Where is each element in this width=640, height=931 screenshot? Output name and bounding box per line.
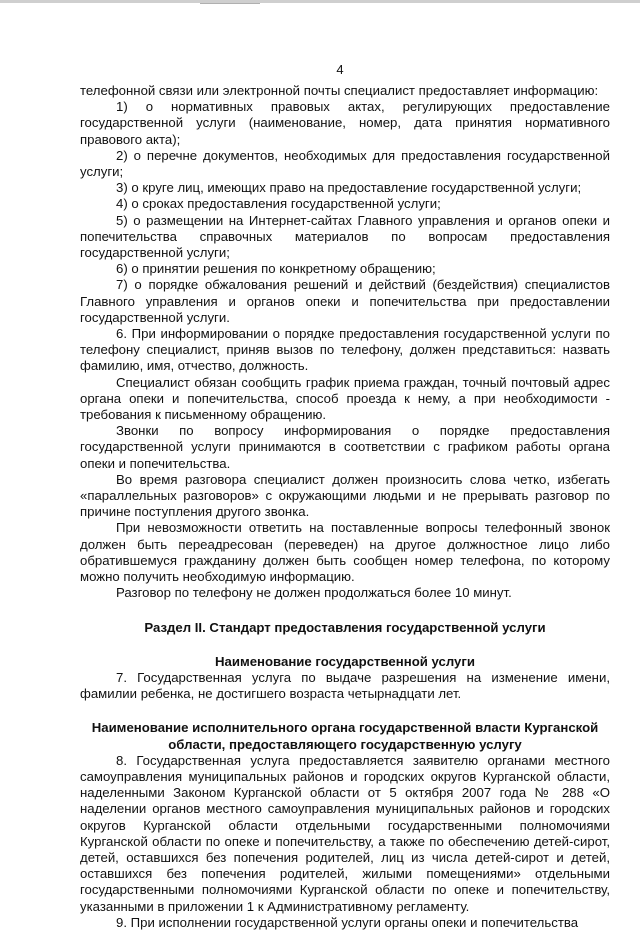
list-item-6: 6) о принятии решения по конкретному обращению; <box>116 261 436 277</box>
paragraph-6: 6. При информировании о порядке предоставления государственной услуги по телефону специалист, приняв вызов по телефону, должен представиться: назвать фамилию, имя, отчество, должность. <box>80 326 610 374</box>
heading-authority: Наименование исполнительного органа государственной власти Курганской области, предоставляющего государственную услугу <box>91 720 599 752</box>
paragraph-7: 7. Государственная услуга по выдаче разрешения на изменение имени, фамилии ребенка, не достигшего возраста четырнадцати лет. <box>80 669 610 702</box>
list-item-4: 4) о сроках предоставления государственной услуги; <box>116 196 441 212</box>
list-item-2: 2) о перечне документов, необходимых для предоставления государственной услуги; <box>80 147 610 180</box>
paragraph-9: 9. При исполнении государственной услуги органы опеки и попечительства <box>116 914 579 930</box>
list-item-5: 5) о размещении на Интернет-сайтах Главного управления и органов опеки и попечительства справочных материалов по вопросам предоставления государственной услуги; <box>80 212 610 261</box>
scan-top-edge <box>0 0 640 3</box>
paragraph-intro: телефонной связи или электронной почты специалист предоставляет информацию: <box>80 83 599 98</box>
paragraph-8: 8. Государственная услуга предоставляется заявителю органами местного самоуправления муниципальных районов и городских округов Курганской области, наделенными Законом Курганской области от 5 октября 2007 года № 288 «О наделении органов местного самоуправления муниципальных районов и городских округов Курганской области отдельными государственными полномочиями Курганской области по опеке и попечительству, а также по обеспечению детей-сирот, детей, оставшихся без попечения родителей, лиц из числа детей-сирот и детей, оставшихся без попечения родителей, жилыми помещениями» отдельными государственными полномочиями Курганской области по опеке и попечительству, указанными в приложении 1 к Административному регламенту. <box>80 752 610 914</box>
paragraph-redirect: При невозможности ответить на поставленные вопросы телефонный звонок должен быть переадресован (переведен) на другое должностное лицо либо обратившемуся гражданину должен быть сообщен номер телефона, по которому можно получить необходимую информацию. <box>80 520 610 585</box>
list-item-3: 3) о круге лиц, имеющих право на предоставление государственной услуги; <box>116 180 582 196</box>
paragraph-duration: Разговор по телефону не должен продолжаться более 10 минут. <box>116 585 512 601</box>
document-body <box>80 83 610 931</box>
list-item-7: 7) о порядке обжалования решений и действий (бездействия) специалистов Главного управления и органов опеки и попечительства при предоставлении государственной услуги. <box>80 277 610 325</box>
page-number: 4 <box>336 62 344 77</box>
paragraph-schedule: Специалист обязан сообщить график приема граждан, точный почтовый адрес органа опеки и попечительства, способ проезда к нему, а при необходимости - требования к письменному обращению. <box>80 374 610 423</box>
paragraph-calls: Звонки по вопросу информирования о порядке предоставления государственной услуги принимаются в соответствии с графиком работы органа опеки и попечительства. <box>80 423 610 471</box>
section-title: Раздел II. Стандарт предоставления государственной услуги <box>144 619 546 635</box>
paragraph-conversation: Во время разговора специалист должен произносить слова четко, избегать «параллельных разговоров» с окружающими людьми и не прерывать разговор по причине поступления другого звонка. <box>80 471 610 520</box>
list-item-1: 1) о нормативных правовых актах, регулирующих предоставление государственной услуги (наименование, номер, дата принятия нормативного правового акта); <box>80 99 610 147</box>
heading-service-name: Наименование государственной услуги <box>214 653 475 669</box>
scan-top-mark <box>200 3 260 4</box>
